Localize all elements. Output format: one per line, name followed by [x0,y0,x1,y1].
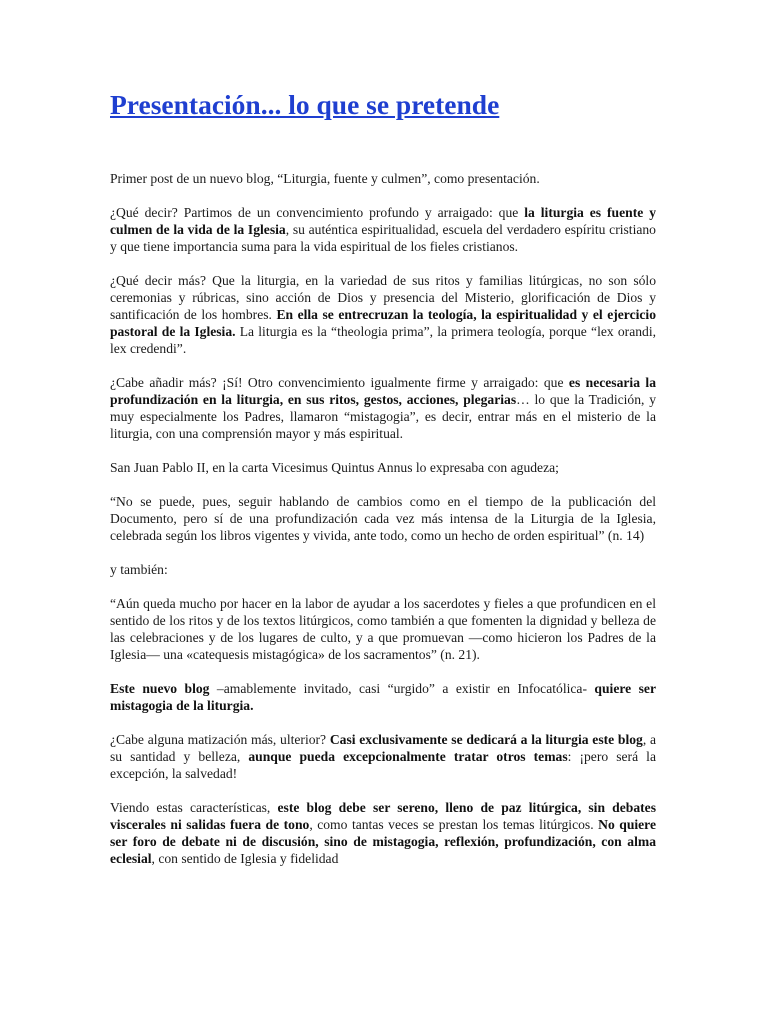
paragraph-cabe-anadir [110,374,656,442]
paragraph-este-blog [110,680,656,714]
text-span: , su auténtica espiritualidad, escuela del verdadero espíritu cristiano y que tiene importancia suma para la vida espiritual de los fieles cristianos. [110,222,656,254]
text-span: … lo que la Tradición, y muy especialmente los Padres, llamaron “mistagogia”, es decir, entrar más en el misterio de la liturgia, con una comprensión mayor y más espiritual. [110,392,656,441]
bold-span: quiere ser mistagogia de la liturgia. [110,681,656,713]
bold-span: Este nuevo blog [110,681,210,696]
bold-span: es necesaria la profundización en la liturgia, en sus ritos, gestos, acciones, plegarias [110,375,656,407]
text-span: ¿Cabe añadir más? ¡Sí! Otro convencimiento igualmente firme y arraigado: que [110,375,569,390]
paragraph-que-decir [110,204,656,255]
text-span: –amablemente invitado, casi “urgido” a existir en Infocatólica- [209,681,595,696]
text-span: La liturgia es la “theologia prima”, la primera teología, porque “lex orandi, lex credendi”. [110,324,656,356]
text-span: ¿Cabe alguna matización más, ulterior? [110,732,330,747]
post-title-link[interactable]: Presentación... lo que se pretende [110,89,500,120]
text-span: ¿Qué decir? Partimos de un convencimiento profundo y arraigado: que [110,205,525,220]
bold-span: No quiere ser foro de debate ni de discusión, sino de mistagogia, reflexión, profundización, con alma eclesial [110,817,657,866]
text-span: Viendo estas características, [110,800,278,815]
document-page [110,0,656,867]
bold-span: En ella se entrecruzan la teología, la espiritualidad y el ejercicio pastoral de la Iglesia. [110,307,657,339]
text-span: , a su santidad y belleza, [110,732,656,764]
paragraph-que-decir-mas [110,272,656,357]
text-span: ¿Qué decir más? Que la liturgia, en la variedad de sus ritos y familias litúrgicas, no son sólo ceremonias y rúbricas, sino acción de Dios y presencia del Misterio, glorificación de Dios y santificación de los hombres. [110,273,656,322]
text-span: : ¡pero será la excepción, la salvedad! [110,749,656,781]
quote-n21: “Aún queda mucho por hacer en la labor de ayudar a los sacerdotes y fieles a que profundicen en el sentido de los ritos y de los textos litúrgicos, como también a que fomenten la dignidad y belleza de las celebraciones y de los lugares de culto, y a que promuevan —como hicieron los Padres de la Iglesia— una «catequesis mistagógica» de los sacramentos” (n. 21). [110,596,656,662]
paragraph-juan-pablo: San Juan Pablo II, en la carta Vicesimus Quintus Annus lo expresaba con agudeza; [110,460,559,475]
paragraph-y-tambien: y también: [110,562,168,577]
text-span: , con sentido de Iglesia y fidelidad [151,851,339,866]
quote-n14: “No se puede, pues, seguir hablando de cambios como en el tiempo de la publicación del Documento, pero sí de una profundización cada vez más intensa de la Liturgia de la Iglesia, celebrada según los libros vigentes y vivida, ante todo, como un hecho de orden espiritual” (n. 14) [110,494,656,543]
bold-span: aunque pueda excepcionalmente tratar otros temas [248,749,568,764]
bold-span: este blog debe ser sereno, lleno de paz litúrgica, sin debates viscerales ni salidas fuera de tono [110,800,656,832]
bold-span: la liturgia es fuente y culmen de la vida de la Iglesia [110,205,656,237]
text-span: , como tantas veces se prestan los temas litúrgicos. [309,817,599,832]
paragraph-matizacion [110,731,656,782]
paragraph-intro: Primer post de un nuevo blog, “Liturgia, fuente y culmen”, como presentación. [110,171,540,186]
paragraph-caracteristicas [110,799,656,867]
bold-span: Casi exclusivamente se dedicará a la liturgia este blog [329,732,643,747]
